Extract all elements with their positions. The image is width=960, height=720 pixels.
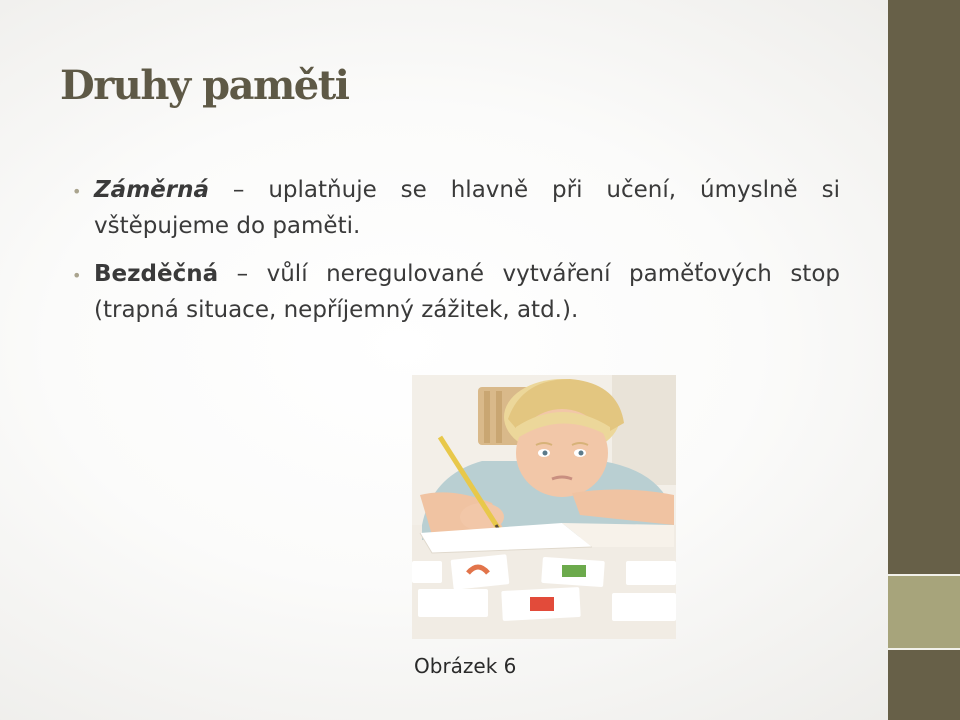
boy-writing-illustration [412, 375, 676, 639]
bullet-dot-icon: • [72, 182, 82, 201]
bullet-item-zamerna [70, 172, 840, 244]
bullet-list [70, 172, 840, 340]
bullet-item-bezdecna [70, 256, 840, 328]
image-caption: Obrázek 6 [414, 654, 517, 678]
slide-title: Druhy paměti [60, 62, 349, 109]
boy-writing-photo [412, 375, 676, 639]
bullet-dot-icon: • [72, 266, 82, 285]
bullet-term: Bezděčná [94, 261, 219, 287]
bullet-text: – vůlí neregulované vytváření paměťových stop (trapná situace, nepříjemný zážitek, atd.). [94, 261, 840, 323]
bullet-term: Záměrná [94, 177, 209, 203]
sidebar-accent-block [888, 576, 960, 648]
sidebar-divider [888, 648, 960, 650]
bullet-text: – uplatňuje se hlavně při učení, úmyslně si vštěpujeme do paměti. [94, 177, 840, 239]
